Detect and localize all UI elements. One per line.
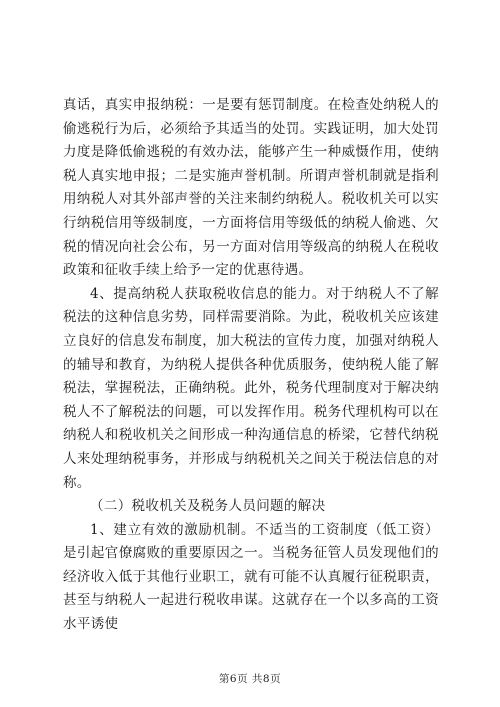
paragraph-point-4: 4、提高纳税人获取税收信息的能力。对于纳税人不了解税法的这种信息劣势，同样需要消除。为此，税收机关应该建立良好的信息发布制度，加大税法的宣传力度，加强对纳税人的辅导和教育，为纳税人提供各种优质服务，使纳税人能了解税法，掌握税法，正确纳税。此外，税务代理制度对于解决纳税人不了解税法的问题，可以发挥作用。税务代理机构可以在纳税人和税收机关之间形成一种沟通信息的桥梁，它替代纳税人来处理纳税事务，并形成与纳税机关之间关于税法信息的对称。 xyxy=(63,285,439,491)
page-footer: 第6页 共8页 xyxy=(218,673,282,685)
paragraph-continuation: 真话，真实申报纳税：一是要有惩罚制度。在检查处纳税人的偷逃税行为后，必须给予其适当的处罚。实践证明，加大处罚力度是降低偷逃税的有效办法，能够产生一种威慑作用，使纳税人真实地申报；二是实施声誉机制。所谓声誉机制就是指利用纳税人对其外部声誉的关注来制约纳税人。税收机关可以实行纳税信用等级制度，一方面将信用等级低的纳税人偷逃、欠税的情况向社会公布，另一方面对信用等级高的纳税人在税收政策和征收手续上给予一定的优惠待遇。 xyxy=(63,97,439,279)
paragraph-point-1: 1、建立有效的激励机制。不适当的工资制度（低工资）是引起官僚腐败的重要原因之一。当税务征管人员发现他们的经济收入低于其他行业职工，就有可能不认真履行征税职责，甚至与纳税人一起进行税收串谋。这就存在一个以多高的工资水平诱使 xyxy=(63,521,439,633)
section-heading: （二）税收机关及税务人员问题的解决 xyxy=(90,498,326,515)
document-body xyxy=(63,94,439,637)
